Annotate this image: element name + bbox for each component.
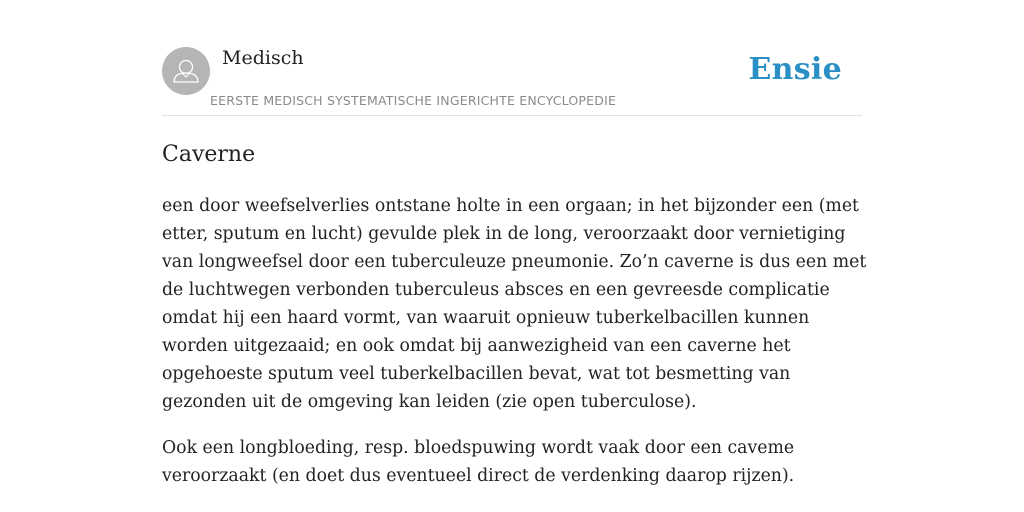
header: [162, 0, 862, 116]
ensie-logo[interactable]: Ensie: [748, 52, 842, 87]
article-body: [162, 192, 870, 508]
article-paragraph: een door weefselverlies ontstane holte in een orgaan; in het bijzonder een (met etter, sputum en lucht) gevulde plek in de long, veroorzaakt door vernietiging van longweefsel door een tuberculeuze pneumonie. Zo’n caverne is dus een met de luchtwegen verbonden tuberculeus absces en een gevreesde complicatie omdat hij een haard vormt, van waaruit opnieuw tuberkelbacillen kunnen worden uitgezaaid; en ook omdat bij aanwezigheid van een caverne het opgehoeste sputum veel tuberkelbacillen bevat, wat tot besmetting van gezonden uit de omgeving kan leiden (zie open tuberculose).: [162, 196, 867, 412]
page-title: Caverne: [162, 142, 256, 167]
avatar[interactable]: [162, 47, 210, 95]
user-icon: [162, 47, 210, 95]
article-paragraph: Ook een longbloeding, resp. bloedspuwing wordt vaak door een caveme veroorzaakt (en doet dus eventueel direct de verdenking daarop rijzen).: [162, 438, 795, 486]
author-subtitle: EERSTE MEDISCH SYSTEMATISCHE INGERICHTE ENCYCLOPEDIE: [210, 93, 617, 108]
author-name[interactable]: Medisch: [222, 47, 304, 69]
